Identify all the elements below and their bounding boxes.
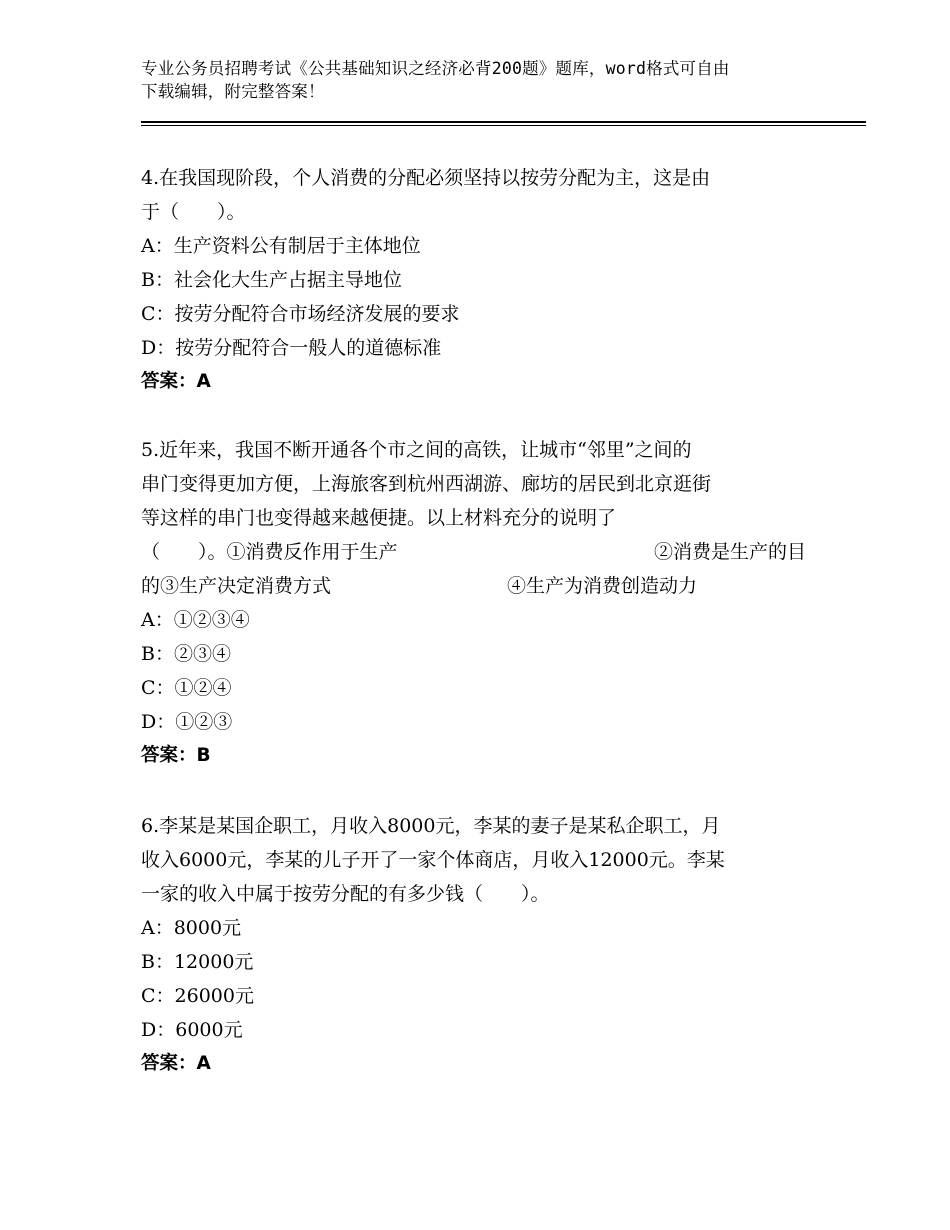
question-6-stem-line-1: 6.李某是某国企职工，月收入8000元，李某的妻子是某私企职工，月 [141, 815, 721, 837]
header-line-1: 专业公务员招聘考试《公共基础知识之经济必背200题》题库，word格式可自由 [141, 59, 730, 78]
question-4-option-d: D：按劳分配符合一般人的道德标准 [141, 337, 442, 359]
question-5-answer: 答案：B [141, 745, 211, 766]
question-6-option-c: C：26000元 [141, 985, 254, 1007]
question-5-stem-line-4 [141, 535, 806, 569]
question-6-stem-line-2: 收入6000元，李某的儿子开了一家个体商店，月收入12000元。李某 [141, 849, 725, 871]
question-5-option-c: C：①②④ [141, 677, 232, 699]
question-4-stem-line-1: 4.在我国现阶段，个人消费的分配必须坚持以按劳分配为主，这是由 [141, 167, 711, 189]
question-5-stem-line-5-right: ④生产为消费创造动力 [507, 575, 698, 597]
question-5-option-b: B：②③④ [141, 643, 231, 665]
question-5-option-a: A：①②③④ [141, 609, 250, 631]
question-4-option-a: A：生产资料公有制居于主体地位 [141, 235, 421, 257]
question-6-option-d: D：6000元 [141, 1019, 243, 1041]
question-4-answer: 答案：A [141, 371, 211, 392]
question-5 [141, 433, 806, 773]
header-divider-thin [141, 125, 866, 126]
question-6-answer: 答案：A [141, 1053, 211, 1074]
question-5-stem-line-3: 等这样的串门也变得越来越便捷。以上材料充分的说明了 [141, 507, 617, 529]
question-5-stem-line-5 [141, 569, 806, 603]
question-6-stem-line-3: 一家的收入中属于按劳分配的有多少钱（ ）。 [141, 883, 550, 905]
header-divider-thick [141, 121, 866, 123]
header-line-2: 下载编辑，附完整答案！ [141, 82, 325, 101]
question-5-stem-line-5-left: 的③生产决定消费方式 [141, 575, 332, 597]
question-5-stem-line-1: 5.近年来，我国不断开通各个市之间的高铁，让城市“邻里”之间的 [141, 439, 692, 461]
document-header [141, 57, 821, 103]
question-4-option-c: C：按劳分配符合市场经济发展的要求 [141, 303, 460, 325]
question-4-option-b: B：社会化大生产占据主导地位 [141, 269, 402, 291]
question-6-option-a: A：8000元 [141, 917, 242, 939]
question-4-stem-line-2: 于（ ）。 [141, 201, 246, 223]
question-6-option-b: B：12000元 [141, 951, 254, 973]
question-5-stem-line-4-right: ②消费是生产的目 [653, 541, 806, 563]
question-5-stem-line-4-left: （ ）。①消费反作用于生产 [141, 541, 398, 563]
question-5-stem-line-2: 串门变得更加方便，上海旅客到杭州西湖游、廊坊的居民到北京逛街 [141, 473, 712, 495]
question-4 [141, 161, 806, 399]
question-5-option-d: D：①②③ [141, 711, 233, 733]
question-6 [141, 809, 806, 1081]
